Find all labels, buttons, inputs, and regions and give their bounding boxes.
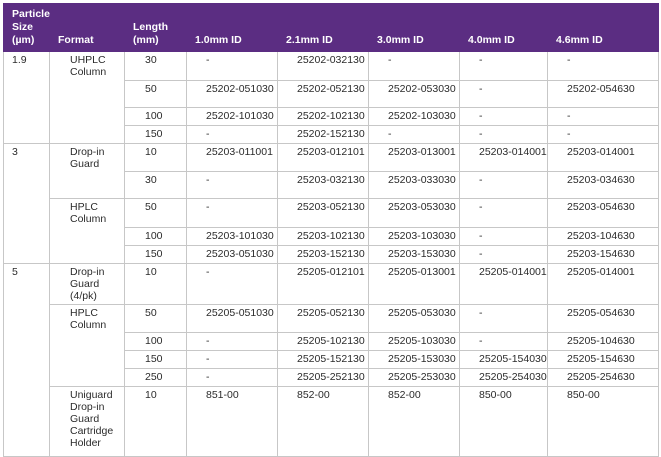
cell-format <box>50 172 125 199</box>
cell-4-0mm-id: 25205-014001 <box>460 263 548 304</box>
table-row <box>4 143 659 172</box>
cell-particle-size: 3 <box>4 143 50 172</box>
cell-length: 100 <box>125 107 187 125</box>
table-row <box>4 351 659 369</box>
cell-3-0mm-id: 25203-103030 <box>369 227 460 245</box>
cell-2-1mm-id: 25203-032130 <box>278 172 369 199</box>
cell-4-6mm-id: 25203-104630 <box>548 227 659 245</box>
header-3-0mm-id: 3.0mm ID <box>369 4 460 52</box>
cell-1-0mm-id: 25202-101030 <box>187 107 278 125</box>
cell-4-6mm-id: 25205-154630 <box>548 351 659 369</box>
cell-2-1mm-id: 25202-032130 <box>278 52 369 81</box>
cell-1-0mm-id: - <box>187 333 278 351</box>
cell-format <box>50 351 125 369</box>
cell-3-0mm-id: 25205-053030 <box>369 304 460 333</box>
cell-3-0mm-id: - <box>369 52 460 81</box>
cell-4-0mm-id: - <box>460 333 548 351</box>
header-1-0mm-id: 1.0mm ID <box>187 4 278 52</box>
cell-3-0mm-id: 25205-153030 <box>369 351 460 369</box>
table-row <box>4 369 659 387</box>
table-row <box>4 172 659 199</box>
cell-length: 50 <box>125 80 187 107</box>
cell-1-0mm-id: 25205-051030 <box>187 304 278 333</box>
table-row <box>4 125 659 143</box>
cell-3-0mm-id: 852-00 <box>369 387 460 457</box>
cell-2-1mm-id: 25202-102130 <box>278 107 369 125</box>
cell-3-0mm-id: 25203-033030 <box>369 172 460 199</box>
cell-format <box>50 227 125 245</box>
cell-1-0mm-id: - <box>187 172 278 199</box>
cell-particle-size <box>4 333 50 351</box>
cell-4-0mm-id: 25205-154030 <box>460 351 548 369</box>
cell-2-1mm-id: 25205-012101 <box>278 263 369 304</box>
cell-1-0mm-id: - <box>187 351 278 369</box>
cell-length: 150 <box>125 125 187 143</box>
cell-3-0mm-id: 25202-103030 <box>369 107 460 125</box>
header-particle-size: Particle Size (µm) <box>4 4 50 52</box>
cell-particle-size <box>4 351 50 369</box>
cell-3-0mm-id: 25203-013001 <box>369 143 460 172</box>
table-row <box>4 387 659 457</box>
cell-format: Drop-in Guard <box>50 143 125 172</box>
cell-2-1mm-id: 25205-052130 <box>278 304 369 333</box>
cell-2-1mm-id: 25203-012101 <box>278 143 369 172</box>
table-row <box>4 107 659 125</box>
cell-4-6mm-id: - <box>548 125 659 143</box>
cell-4-6mm-id: 25205-054630 <box>548 304 659 333</box>
cell-length: 50 <box>125 199 187 228</box>
cell-particle-size <box>4 107 50 125</box>
table-row <box>4 333 659 351</box>
table-row <box>4 263 659 304</box>
cell-1-0mm-id: 25203-051030 <box>187 245 278 263</box>
cell-4-0mm-id: 25205-254030 <box>460 369 548 387</box>
cell-2-1mm-id: 25203-152130 <box>278 245 369 263</box>
cell-format: HPLC Column <box>50 304 125 333</box>
cell-4-6mm-id: 850-00 <box>548 387 659 457</box>
header-2-1mm-id: 2.1mm ID <box>278 4 369 52</box>
cell-format <box>50 107 125 125</box>
cell-4-6mm-id: 25203-034630 <box>548 172 659 199</box>
cell-2-1mm-id: 25203-102130 <box>278 227 369 245</box>
table-row <box>4 245 659 263</box>
cell-1-0mm-id: 25203-011001 <box>187 143 278 172</box>
cell-4-0mm-id: - <box>460 245 548 263</box>
cell-4-6mm-id: 25205-014001 <box>548 263 659 304</box>
header-4-6mm-id: 4.6mm ID <box>548 4 659 52</box>
table-row <box>4 304 659 333</box>
cell-2-1mm-id: 852-00 <box>278 387 369 457</box>
cell-particle-size <box>4 304 50 333</box>
cell-2-1mm-id: 25202-152130 <box>278 125 369 143</box>
table-row <box>4 80 659 107</box>
cell-particle-size <box>4 227 50 245</box>
cell-3-0mm-id: 25202-053030 <box>369 80 460 107</box>
cell-4-6mm-id: 25205-254630 <box>548 369 659 387</box>
cell-4-6mm-id: 25203-014001 <box>548 143 659 172</box>
cell-4-0mm-id: 850-00 <box>460 387 548 457</box>
cell-format <box>50 369 125 387</box>
cell-1-0mm-id: - <box>187 52 278 81</box>
cell-1-0mm-id: - <box>187 125 278 143</box>
cell-3-0mm-id: 25205-013001 <box>369 263 460 304</box>
cell-length: 150 <box>125 245 187 263</box>
cell-length: 100 <box>125 333 187 351</box>
table-header <box>4 4 659 52</box>
column-ordering-table <box>3 3 659 457</box>
cell-particle-size <box>4 369 50 387</box>
cell-length: 250 <box>125 369 187 387</box>
cell-format <box>50 125 125 143</box>
cell-1-0mm-id: 25202-051030 <box>187 80 278 107</box>
table-row <box>4 199 659 228</box>
cell-format <box>50 333 125 351</box>
cell-particle-size <box>4 199 50 228</box>
cell-format: Uniguard Drop-in Guard Cartridge Holder <box>50 387 125 457</box>
cell-particle-size <box>4 245 50 263</box>
cell-4-0mm-id: - <box>460 227 548 245</box>
cell-3-0mm-id: 25203-053030 <box>369 199 460 228</box>
header-format: Format <box>50 4 125 52</box>
cell-length: 30 <box>125 172 187 199</box>
header-length: Length (mm) <box>125 4 187 52</box>
cell-format <box>50 245 125 263</box>
table-row <box>4 227 659 245</box>
cell-4-6mm-id: 25205-104630 <box>548 333 659 351</box>
cell-4-0mm-id: - <box>460 52 548 81</box>
cell-length: 50 <box>125 304 187 333</box>
cell-4-0mm-id: 25203-014001 <box>460 143 548 172</box>
cell-3-0mm-id: 25203-153030 <box>369 245 460 263</box>
cell-2-1mm-id: 25205-252130 <box>278 369 369 387</box>
cell-particle-size <box>4 387 50 457</box>
cell-particle-size: 1.9 <box>4 52 50 81</box>
cell-format <box>50 80 125 107</box>
cell-format: UHPLC Column <box>50 52 125 81</box>
cell-4-0mm-id: - <box>460 107 548 125</box>
cell-1-0mm-id: 851-00 <box>187 387 278 457</box>
cell-length: 100 <box>125 227 187 245</box>
cell-4-0mm-id: - <box>460 199 548 228</box>
cell-2-1mm-id: 25205-152130 <box>278 351 369 369</box>
cell-4-6mm-id: - <box>548 107 659 125</box>
cell-format: Drop-in Guard (4/pk) <box>50 263 125 304</box>
cell-4-6mm-id: 25202-054630 <box>548 80 659 107</box>
header-4-0mm-id: 4.0mm ID <box>460 4 548 52</box>
cell-length: 10 <box>125 263 187 304</box>
cell-4-0mm-id: - <box>460 125 548 143</box>
cell-particle-size: 5 <box>4 263 50 304</box>
cell-particle-size <box>4 125 50 143</box>
cell-3-0mm-id: 25205-103030 <box>369 333 460 351</box>
cell-length: 30 <box>125 52 187 81</box>
cell-1-0mm-id: - <box>187 369 278 387</box>
cell-4-0mm-id: - <box>460 304 548 333</box>
cell-4-0mm-id: - <box>460 80 548 107</box>
cell-1-0mm-id: 25203-101030 <box>187 227 278 245</box>
cell-3-0mm-id: 25205-253030 <box>369 369 460 387</box>
cell-4-0mm-id: - <box>460 172 548 199</box>
cell-4-6mm-id: - <box>548 52 659 81</box>
cell-length: 150 <box>125 351 187 369</box>
cell-particle-size <box>4 172 50 199</box>
cell-2-1mm-id: 25205-102130 <box>278 333 369 351</box>
header-row <box>4 4 659 52</box>
table-body <box>4 52 659 457</box>
cell-4-6mm-id: 25203-154630 <box>548 245 659 263</box>
cell-length: 10 <box>125 387 187 457</box>
product-table-container <box>3 3 658 449</box>
cell-4-6mm-id: 25203-054630 <box>548 199 659 228</box>
cell-format: HPLC Column <box>50 199 125 228</box>
cell-length: 10 <box>125 143 187 172</box>
cell-2-1mm-id: 25203-052130 <box>278 199 369 228</box>
cell-particle-size <box>4 80 50 107</box>
cell-2-1mm-id: 25202-052130 <box>278 80 369 107</box>
table-row <box>4 52 659 81</box>
cell-3-0mm-id: - <box>369 125 460 143</box>
cell-1-0mm-id: - <box>187 263 278 304</box>
cell-1-0mm-id: - <box>187 199 278 228</box>
